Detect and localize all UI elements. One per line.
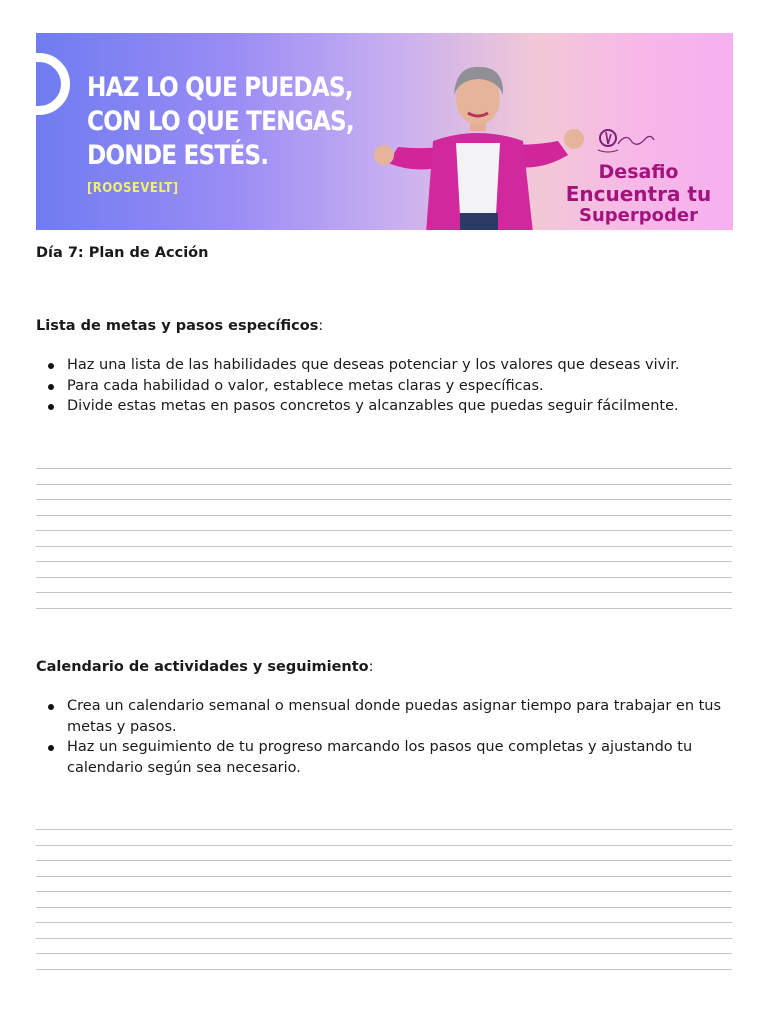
- signature-logo: [596, 128, 656, 156]
- list-item-text: Haz un seguimiento de tu progreso marcando los pasos que completas y ajustando tu calendario según sea necesario.: [67, 739, 693, 776]
- writing-line: [36, 922, 732, 923]
- banner-quote: [87, 71, 354, 173]
- bullet-icon: [48, 363, 54, 369]
- writing-line: [36, 468, 732, 469]
- writing-line: [36, 546, 732, 547]
- list-item: [36, 376, 726, 397]
- writing-line: [36, 592, 732, 593]
- writing-line: [36, 515, 732, 516]
- bullet-icon: [48, 404, 54, 410]
- writing-lines: [36, 468, 732, 623]
- bullet-icon: [48, 384, 54, 390]
- quote-author: [ROOSEVELT]: [87, 181, 179, 196]
- section-heading: [36, 659, 374, 675]
- list-item-text: Haz una lista de las habilidades que deseas potenciar y los valores que deseas vivir.: [67, 357, 680, 373]
- list-item: [36, 355, 726, 376]
- writing-line: [36, 484, 732, 485]
- section-colon: :: [318, 318, 324, 334]
- list-item: [36, 737, 726, 778]
- writing-line: [36, 953, 732, 954]
- section-colon: :: [368, 659, 374, 675]
- section-title: Lista de metas y pasos específicos: [36, 318, 319, 334]
- writing-line: [36, 530, 732, 531]
- challenge-line: Desafio: [598, 161, 679, 183]
- section-heading: [36, 318, 323, 334]
- writing-line: [36, 969, 732, 970]
- section-title: Calendario de actividades y seguimiento: [36, 659, 369, 675]
- challenge-title: [556, 162, 721, 226]
- quote-line: HAZ LO QUE PUEDAS,: [87, 72, 353, 103]
- writing-line: [36, 860, 732, 861]
- writing-line: [36, 907, 732, 908]
- challenge-line: Superpoder: [579, 205, 698, 226]
- writing-line: [36, 499, 732, 500]
- list-item-text: Divide estas metas en pasos concretos y alcanzables que puedas seguir fácilmente.: [67, 398, 679, 414]
- bullet-icon: [48, 704, 54, 710]
- list-item-text: Para cada habilidad o valor, establece metas claras y específicas.: [67, 377, 544, 394]
- bullet-list: [36, 355, 726, 417]
- writing-line: [36, 561, 732, 562]
- quote-line: DONDE ESTÉS.: [87, 140, 269, 171]
- bullet-icon: [48, 745, 54, 751]
- circle-logo-mark: [36, 53, 70, 115]
- writing-line: [36, 938, 732, 939]
- writing-line: [36, 876, 732, 877]
- writing-line: [36, 577, 732, 578]
- challenge-line: Encuentra tu: [565, 182, 712, 206]
- page-title: Día 7: Plan de Acción: [36, 245, 209, 261]
- writing-line: [36, 845, 732, 846]
- list-item: [36, 396, 726, 417]
- writing-line: [36, 829, 732, 830]
- header-banner: [36, 33, 733, 230]
- bullet-list: [36, 696, 726, 778]
- writing-lines: [36, 829, 732, 984]
- list-item: [36, 696, 726, 737]
- list-item-text: Crea un calendario semanal o mensual donde puedas asignar tiempo para trabajar en tus metas y pasos.: [67, 698, 722, 735]
- writing-line: [36, 608, 732, 609]
- writing-line: [36, 891, 732, 892]
- quote-line: CON LO QUE TENGAS,: [87, 106, 354, 137]
